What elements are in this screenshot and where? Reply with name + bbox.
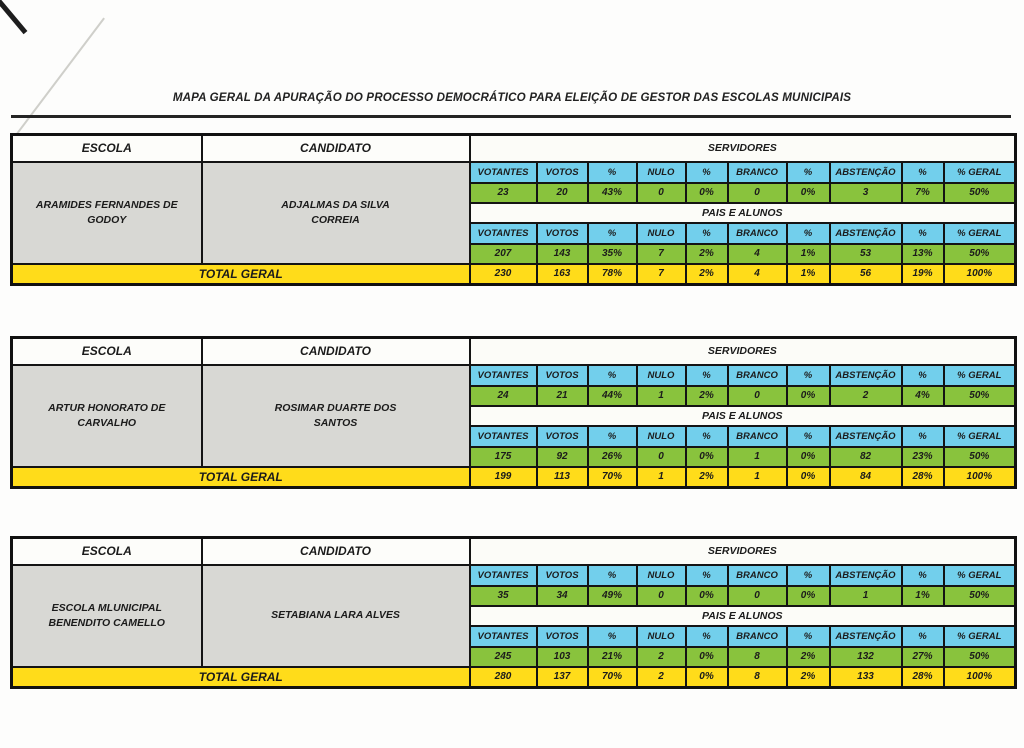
servidores-value-cell: 7% [902, 183, 944, 203]
pais-alunos-value-cell: 50% [944, 447, 1016, 467]
vote-header-nulo: NULO [637, 365, 686, 386]
pais-alunos-value-cell: 35% [588, 244, 637, 264]
vote-header-votos: VOTOS [537, 626, 588, 647]
servidores-value-cell: 1 [830, 586, 902, 606]
title-divider-rule [11, 115, 1011, 118]
vote-header-votos: VOTOS [537, 565, 588, 586]
candidato-column-header: CANDIDATO [202, 538, 470, 565]
candidato-column-header: CANDIDATO [202, 338, 470, 365]
pais-alunos-value-cell: 103 [537, 647, 588, 667]
school-table-wrapper-1 [10, 133, 1017, 286]
servidores-value-cell: 0% [787, 386, 830, 406]
servidores-value-cell: 2 [830, 386, 902, 406]
vote-header-geral: % GERAL [944, 565, 1016, 586]
vote-header-pct: % [686, 565, 728, 586]
vote-header-pct: % [787, 223, 830, 244]
total-geral-row [12, 467, 1016, 488]
document-title: MAPA GERAL DA APURAÇÃO DO PROCESSO DEMOCRÁTICO PARA ELEIÇÃO DE GESTOR DAS ESCOLAS MUNICIPAIS [172, 91, 852, 104]
vote-header-geral: % GERAL [944, 626, 1016, 647]
vote-header-pct: % [787, 565, 830, 586]
candidato-column-header: CANDIDATO [202, 135, 470, 162]
escola-column-header: ESCOLA [12, 338, 202, 365]
vote-header-branco: BRANCO [728, 565, 787, 586]
pais-alunos-value-cell: 53 [830, 244, 902, 264]
pais-alunos-value-cell: 132 [830, 647, 902, 667]
pais-alunos-value-cell: 143 [537, 244, 588, 264]
vote-header-geral: % GERAL [944, 162, 1016, 183]
total-geral-value-cell: 163 [537, 264, 588, 285]
vote-header-votantes: VOTANTES [470, 162, 537, 183]
pais-alunos-value-cell: 1 [728, 447, 787, 467]
vote-header-votantes: VOTANTES [470, 223, 537, 244]
pais-alunos-value-cell: 13% [902, 244, 944, 264]
vote-header-pct: % [686, 426, 728, 447]
vote-header-branco: BRANCO [728, 365, 787, 386]
pais-alunos-value-cell: 2% [787, 647, 830, 667]
servidores-value-cell: 43% [588, 183, 637, 203]
vote-header-pct: % [902, 426, 944, 447]
vote-header-geral: % GERAL [944, 365, 1016, 386]
vote-header-geral: % GERAL [944, 426, 1016, 447]
total-geral-value-cell: 280 [470, 667, 537, 688]
pais-alunos-value-cell: 2% [686, 244, 728, 264]
vote-header-abstencao: ABSTENÇÃO [830, 365, 902, 386]
servidores-value-cell: 34 [537, 586, 588, 606]
servidores-value-cell: 20 [537, 183, 588, 203]
servidores-value-cell: 0 [728, 386, 787, 406]
table-header-row [12, 135, 1016, 162]
servidores-value-cell: 44% [588, 386, 637, 406]
pais-alunos-value-cell: 21% [588, 647, 637, 667]
total-geral-value-cell: 70% [588, 467, 637, 488]
vote-header-geral: % GERAL [944, 223, 1016, 244]
servidores-value-cell: 50% [944, 386, 1016, 406]
pais-alunos-value-cell: 245 [470, 647, 537, 667]
servidores-value-cell: 1% [902, 586, 944, 606]
pais-alunos-value-cell: 27% [902, 647, 944, 667]
vote-header-pct: % [787, 162, 830, 183]
total-geral-value-cell: 113 [537, 467, 588, 488]
vote-header-votantes: VOTANTES [470, 365, 537, 386]
servidores-value-cell: 0 [728, 586, 787, 606]
table-header-row [12, 338, 1016, 365]
vote-header-pct: % [588, 565, 637, 586]
school-results-table [10, 536, 1017, 689]
vote-header-branco: BRANCO [728, 223, 787, 244]
total-geral-value-cell: 100% [944, 264, 1016, 285]
total-geral-label: TOTAL GERAL [12, 467, 470, 488]
vote-header-votantes: VOTANTES [470, 426, 537, 447]
vote-header-pct: % [686, 223, 728, 244]
total-geral-value-cell: 4 [728, 264, 787, 285]
escola-column-header: ESCOLA [12, 135, 202, 162]
vote-header-pct: % [787, 365, 830, 386]
servidores-value-cell: 49% [588, 586, 637, 606]
pais-alunos-value-cell: 50% [944, 647, 1016, 667]
pais-alunos-value-cell: 50% [944, 244, 1016, 264]
escola-column-header: ESCOLA [12, 538, 202, 565]
total-geral-value-cell: 7 [637, 264, 686, 285]
total-geral-value-cell: 8 [728, 667, 787, 688]
servidores-value-cell: 0% [686, 586, 728, 606]
total-geral-value-cell: 1% [787, 264, 830, 285]
vote-header-abstencao: ABSTENÇÃO [830, 223, 902, 244]
scan-artifact-corner-mark [0, 0, 27, 34]
servidores-value-cell: 35 [470, 586, 537, 606]
pais-e-alunos-section-label: PAIS E ALUNOS [470, 606, 1016, 626]
total-geral-value-cell: 100% [944, 667, 1016, 688]
total-geral-value-cell: 19% [902, 264, 944, 285]
escola-name: ARAMIDES FERNANDES DE GODOY [35, 199, 178, 226]
pais-alunos-value-cell: 0% [686, 447, 728, 467]
vote-header-abstencao: ABSTENÇÃO [830, 565, 902, 586]
servidores-value-cell: 0 [637, 586, 686, 606]
pais-alunos-value-cell: 4 [728, 244, 787, 264]
vote-header-pct: % [588, 162, 637, 183]
pais-alunos-value-cell: 23% [902, 447, 944, 467]
total-geral-value-cell: 28% [902, 667, 944, 688]
pais-alunos-value-cell: 207 [470, 244, 537, 264]
escola-name-cell [12, 365, 202, 467]
pais-e-alunos-section-label: PAIS E ALUNOS [470, 203, 1016, 223]
servidores-section-label: SERVIDORES [470, 338, 1016, 365]
escola-name: ESCOLA MLUNICIPAL BENENDITO CAMELLO [48, 602, 165, 629]
vote-header-pct: % [686, 162, 728, 183]
vote-header-pct: % [902, 365, 944, 386]
total-geral-value-cell: 133 [830, 667, 902, 688]
vote-header-pct: % [588, 365, 637, 386]
total-geral-label: TOTAL GERAL [12, 667, 470, 688]
vote-header-pct: % [787, 426, 830, 447]
vote-header-pct: % [902, 162, 944, 183]
vote-header-abstencao: ABSTENÇÃO [830, 426, 902, 447]
vote-header-nulo: NULO [637, 626, 686, 647]
total-geral-value-cell: 137 [537, 667, 588, 688]
total-geral-value-cell: 0% [686, 667, 728, 688]
school-results-table [10, 133, 1017, 286]
vote-header-votantes: VOTANTES [470, 565, 537, 586]
total-geral-value-cell: 230 [470, 264, 537, 285]
servidores-subheader-row [12, 365, 1016, 386]
vote-header-pct: % [902, 565, 944, 586]
vote-header-votos: VOTOS [537, 426, 588, 447]
servidores-value-cell: 1 [637, 386, 686, 406]
pais-e-alunos-section-label: PAIS E ALUNOS [470, 406, 1016, 426]
pais-alunos-value-cell: 0% [787, 447, 830, 467]
servidores-value-cell: 23 [470, 183, 537, 203]
pais-alunos-value-cell: 8 [728, 647, 787, 667]
pais-alunos-value-cell: 0 [637, 447, 686, 467]
servidores-value-cell: 0% [787, 586, 830, 606]
vote-header-nulo: NULO [637, 426, 686, 447]
pais-alunos-value-cell: 1% [787, 244, 830, 264]
servidores-value-cell: 0% [686, 183, 728, 203]
total-geral-value-cell: 2 [637, 667, 686, 688]
candidato-name: ADJALMAS DA SILVA CORREIA [281, 199, 390, 226]
total-geral-value-cell: 199 [470, 467, 537, 488]
vote-header-pct: % [902, 223, 944, 244]
total-geral-value-cell: 70% [588, 667, 637, 688]
vote-header-pct: % [588, 223, 637, 244]
escola-name: ARTUR HONORATO DE CARVALHO [48, 402, 166, 429]
candidato-name-cell [202, 162, 470, 264]
vote-header-votos: VOTOS [537, 223, 588, 244]
table-header-row [12, 538, 1016, 565]
candidato-name-cell [202, 365, 470, 467]
vote-header-pct: % [787, 626, 830, 647]
total-geral-value-cell: 56 [830, 264, 902, 285]
vote-header-pct: % [588, 626, 637, 647]
pais-alunos-value-cell: 2 [637, 647, 686, 667]
total-geral-value-cell: 2% [787, 667, 830, 688]
vote-header-abstencao: ABSTENÇÃO [830, 626, 902, 647]
servidores-value-cell: 0% [787, 183, 830, 203]
candidato-name: SETABIANA LARA ALVES [271, 609, 400, 622]
total-geral-value-cell: 1 [728, 467, 787, 488]
servidores-value-cell: 50% [944, 586, 1016, 606]
total-geral-label: TOTAL GERAL [12, 264, 470, 285]
total-geral-value-cell: 1 [637, 467, 686, 488]
servidores-value-cell: 2% [686, 386, 728, 406]
school-results-table [10, 336, 1017, 489]
vote-header-votos: VOTOS [537, 162, 588, 183]
servidores-subheader-row [12, 565, 1016, 586]
total-geral-value-cell: 2% [686, 467, 728, 488]
vote-header-nulo: NULO [637, 565, 686, 586]
escola-name-cell [12, 162, 202, 264]
pais-alunos-value-cell: 82 [830, 447, 902, 467]
servidores-section-label: SERVIDORES [470, 538, 1016, 565]
servidores-section-label: SERVIDORES [470, 135, 1016, 162]
servidores-value-cell: 0 [728, 183, 787, 203]
pais-alunos-value-cell: 7 [637, 244, 686, 264]
escola-name-cell [12, 565, 202, 667]
vote-header-branco: BRANCO [728, 626, 787, 647]
total-geral-value-cell: 84 [830, 467, 902, 488]
vote-header-pct: % [686, 626, 728, 647]
vote-header-pct: % [902, 626, 944, 647]
vote-header-nulo: NULO [637, 162, 686, 183]
school-table-wrapper-2 [10, 336, 1017, 489]
vote-header-nulo: NULO [637, 223, 686, 244]
total-geral-value-cell: 78% [588, 264, 637, 285]
vote-header-votantes: VOTANTES [470, 626, 537, 647]
vote-header-pct: % [686, 365, 728, 386]
scan-artifact-diagonal-line [13, 18, 105, 139]
total-geral-row [12, 264, 1016, 285]
total-geral-value-cell: 0% [787, 467, 830, 488]
pais-alunos-value-cell: 0% [686, 647, 728, 667]
school-table-wrapper-3 [10, 536, 1017, 689]
candidato-name-cell [202, 565, 470, 667]
total-geral-value-cell: 28% [902, 467, 944, 488]
pais-alunos-value-cell: 92 [537, 447, 588, 467]
servidores-subheader-row [12, 162, 1016, 183]
servidores-value-cell: 0 [637, 183, 686, 203]
pais-alunos-value-cell: 175 [470, 447, 537, 467]
servidores-value-cell: 50% [944, 183, 1016, 203]
total-geral-value-cell: 2% [686, 264, 728, 285]
vote-header-branco: BRANCO [728, 426, 787, 447]
pais-alunos-value-cell: 26% [588, 447, 637, 467]
servidores-value-cell: 24 [470, 386, 537, 406]
vote-header-abstencao: ABSTENÇÃO [830, 162, 902, 183]
vote-header-votos: VOTOS [537, 365, 588, 386]
servidores-value-cell: 21 [537, 386, 588, 406]
servidores-value-cell: 4% [902, 386, 944, 406]
vote-header-branco: BRANCO [728, 162, 787, 183]
total-geral-value-cell: 100% [944, 467, 1016, 488]
vote-header-pct: % [588, 426, 637, 447]
candidato-name: ROSIMAR DUARTE DOS SANTOS [274, 402, 397, 429]
total-geral-row [12, 667, 1016, 688]
servidores-value-cell: 3 [830, 183, 902, 203]
